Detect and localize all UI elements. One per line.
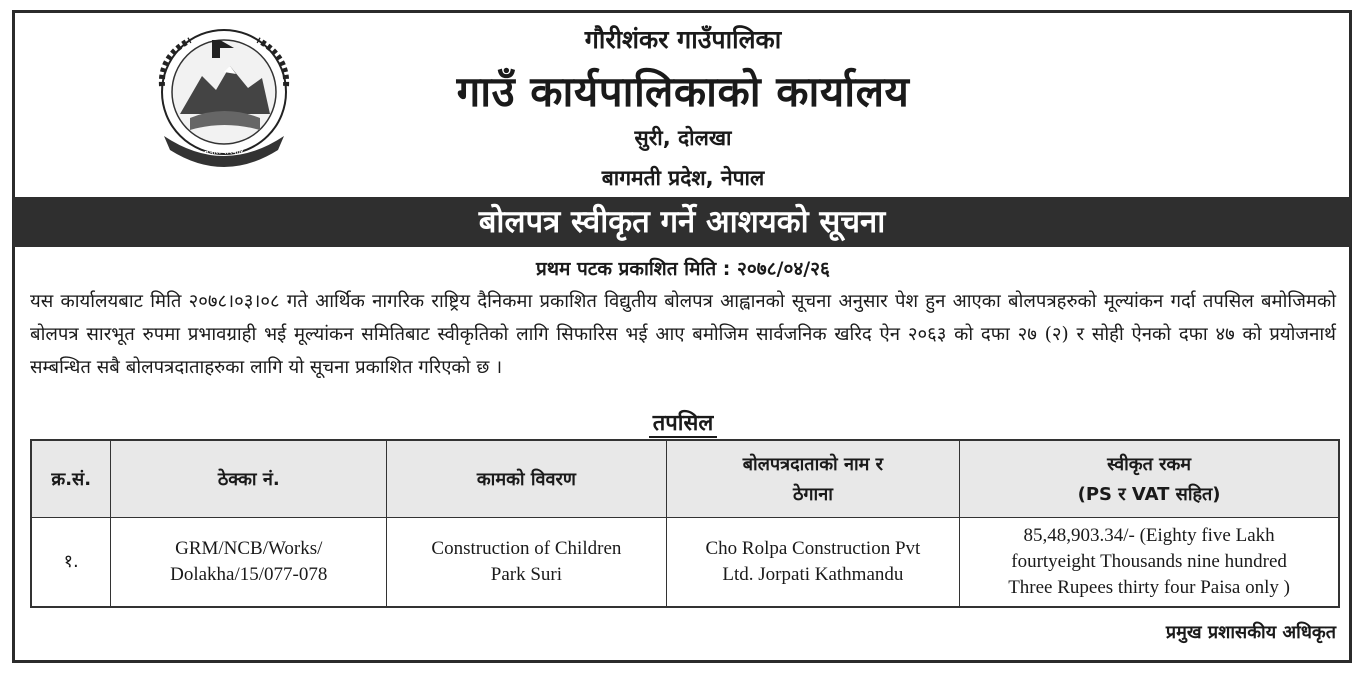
first-published-date: प्रथम पटक प्रकाशित मिति : २०७८/०४/२६: [536, 258, 830, 280]
cell-contract-no: [111, 518, 387, 608]
contract-no-line1: GRM/NCB/Works/: [175, 538, 323, 559]
table-row: [31, 518, 1339, 608]
cell-approved-amount: [960, 518, 1339, 608]
bidder-line1: Cho Rolpa Construction Pvt: [705, 538, 921, 559]
amount-line1: 85,48,903.34/- (Eighty five Lakh: [1023, 525, 1275, 546]
amount-line2: fourtyeight Thousands nine hundred: [1011, 551, 1287, 572]
office-province: बागमती प्रदेश, नेपाल: [601, 166, 765, 190]
col-amount-line1: स्वीकृत रकम: [1107, 454, 1192, 475]
col-contract-no: ठेक्का नं.: [111, 440, 387, 518]
schedule-heading: [0, 407, 1366, 437]
cell-sn: १.: [31, 518, 111, 608]
emblem-motto-text: नेपाल सरकार: [204, 147, 244, 156]
cell-bidder: [666, 518, 960, 608]
work-line1: Construction of Children: [431, 538, 622, 559]
notice-title-banner: बोलपत्र स्वीकृत गर्ने आशयको सूचना: [13, 197, 1351, 247]
col-bidder: [666, 440, 960, 518]
notice-body: यस कार्यालयबाट मिति २०७८।०३।०८ गते आर्थिक नागरिक राष्ट्रिय दैनिकमा प्रकाशित विद्युतीय बोलपत्र आह्वानको सूचना अनुसार पेश हुन आएका बोलपत्रहरुको मूल्यांकन गर्दा तपसिल बमोजिमको बोलपत्र सारभूत रुपमा प्रभावग्राही भई मूल्यांकन समितिबाट स्वीकृतिको लागि सिफारिस भई आए बमोजिम सार्वजनिक खरिद ऐन २०६३ को दफा २७ (२) र सोही ऐनको दफा ४७ को प्रयोजनार्थ सम्बन्धित सबै बोलपत्रदाताहरुका लागि यो सूचना प्रकाशित गरिएको छ ।: [30, 291, 1336, 378]
col-bidder-line2: ठेगाना: [792, 484, 833, 505]
contract-no-line2: Dolakha/15/077-078: [170, 564, 328, 585]
office-title: गाउँ कार्यपालिकाको कार्यालय: [456, 67, 910, 116]
col-sn: क्र.सं.: [31, 440, 111, 518]
col-work-description: कामको विवरण: [387, 440, 667, 518]
office-address: सुरी, दोलखा: [634, 126, 732, 150]
municipality-name: गौरीशंकर गाउँपालिका: [584, 25, 782, 54]
table-header-row: [31, 440, 1339, 518]
amount-line3: Three Rupees thirty four Paisa only ): [1008, 577, 1290, 598]
cell-work-description: [387, 518, 667, 608]
schedule-heading-text: तपसिल: [649, 411, 718, 438]
bidder-line2: Ltd. Jorpati Kathmandu: [722, 564, 904, 585]
col-amount-line2: (PS र VAT सहित): [1077, 484, 1221, 505]
work-line2: Park Suri: [490, 564, 562, 585]
col-approved-amount: [960, 440, 1339, 518]
accepted-bid-table: [30, 439, 1340, 608]
signatory-title: प्रमुख प्रशासकीय अधिकृत: [1165, 622, 1336, 643]
col-bidder-line1: बोलपत्रदाताको नाम र: [742, 454, 884, 475]
